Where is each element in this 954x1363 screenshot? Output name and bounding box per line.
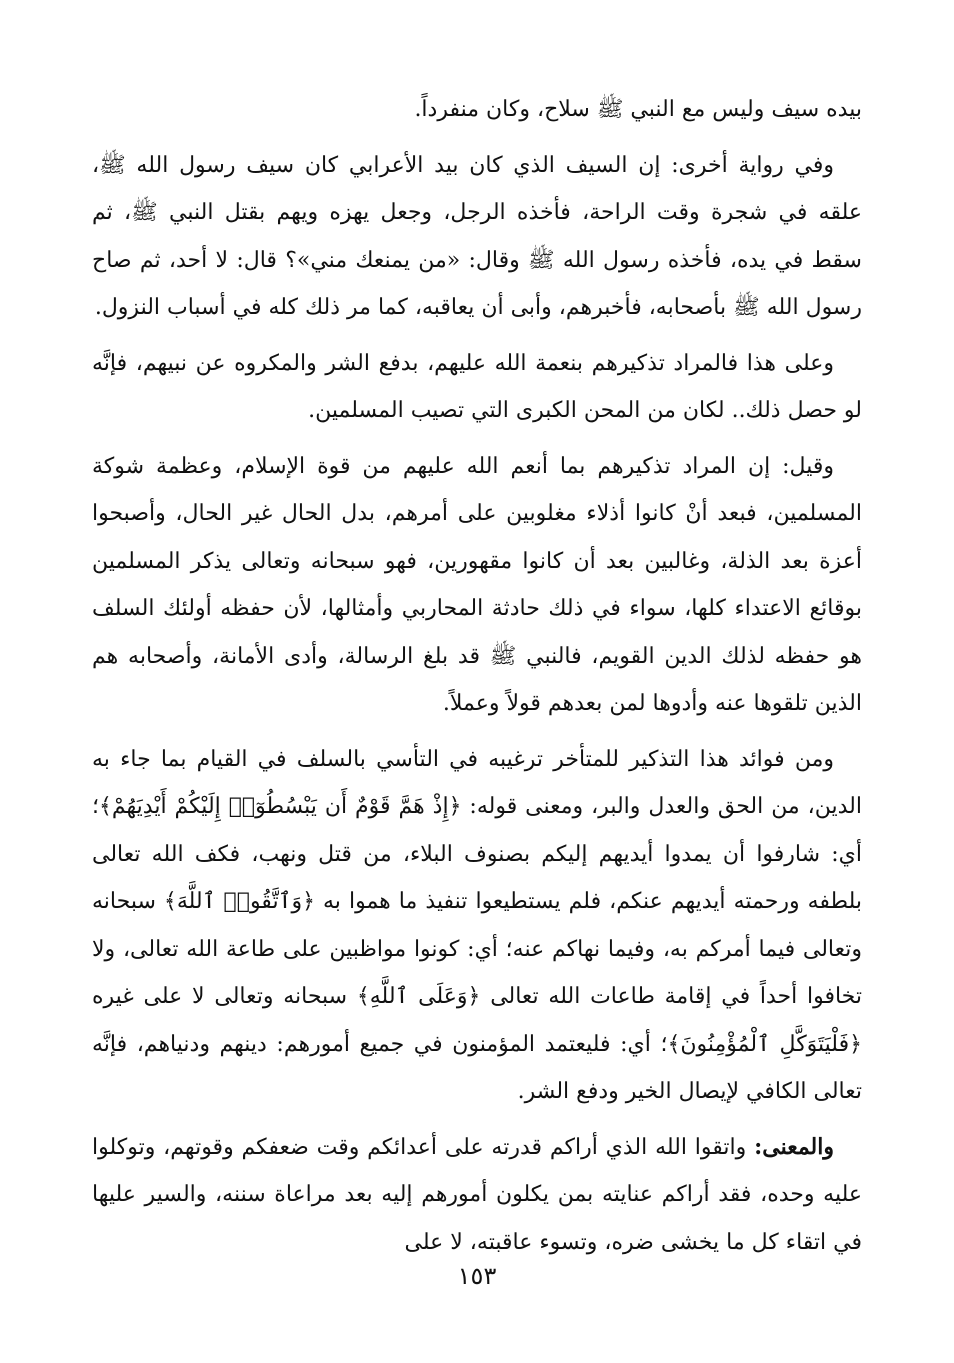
paragraph-text: وفي رواية أخرى: إن السيف الذي كان بيد الأعرابي كان سيف رسول الله ﷺ، علقه في شجرة وقت الراحة، فأخذه الرجل، وجعل يهزه ويهم بقتل النبي ﷺ، ثم سقط في يده، فأخذه رسول الله ﷺ وقال: «من يمنعك مني»؟ قال: لا أحد، ثم صاح رسول الله ﷺ بأصحابه، فأخبرهم، وأبى أن يعاقبه، كما مر ذلك كله في أسباب النزول. xyxy=(92,152,862,320)
paragraph xyxy=(92,1124,862,1267)
paragraph-text: بيده سيف وليس مع النبي ﷺ سلاح، وكان منفرداً. xyxy=(414,97,862,122)
paragraph xyxy=(92,340,862,435)
paragraph-text: وقيل: إن المراد تذكيرهم بما أنعم الله عليهم من قوة الإسلام، وعظمة شوكة المسلمين، فبعد أنْ كانوا أذلاء مغلوبين على أمرهم، بدل الحال غير الحال، وأصبحوا أعزة بعد الذلة، وغالبين بعد أن كانوا مقهورين، فهو سبحانه وتعالى يذكر المسلمين بوقائع الاعتداء كلها، سواء في ذلك حادثة المحاربي وأمثالها، لأن حفظه أولئك السلف هو حفظه لذلك الدين القويم، فالنبي ﷺ قد بلغ الرسالة، وأدى الأمانة، وأصحابه هم الذين تلقوها عنه وأدوها لمن بعدهم قولاً وعملاً. xyxy=(92,453,863,716)
paragraph-text: وعلى هذا فالمراد تذكيرهم بنعمة الله عليهم، بدفع الشر والمكروه عن نبيهم، فإنَّه لو حصل ذلك.. لكان من المحن الكبرى التي تصيب المسلمين. xyxy=(92,350,862,423)
paragraph-text: واتقوا الله الذي أراكم قدرته على أعدائكم وقت ضعفكم وقوتهم، وتوكلوا عليه وحده، فقد أراكم عنايته بمن يكلون أمورهم إليه بعد مراعاة سننه، والسير عليها في اتقاء كل ما يخشى ضره، وتسوء عاقبته، لا على xyxy=(92,1134,862,1255)
paragraph-lead: والمعنى: xyxy=(754,1133,834,1160)
body-text xyxy=(92,86,862,1266)
paragraph xyxy=(92,142,862,332)
paragraph-text: ومن فوائد هذا التذكير للمتأخر ترغيبه في التأسي بالسلف في القيام بما جاء به الدين، من الحق والعدل والبر، ومعنى قوله: ﴿إِذْ هَمَّ قَوْمٌ أَن يَبْسُطُوٓا۟ إِلَيْكُمْ أَيْدِيَهُمْ﴾؛ أي: شارفوا أن يمدوا أيديهم إليكم بصنوف البلاء، من قتل ونهب، فكف الله تعالى بلطفه ورحمته أيديهم عنكم، فلم يستطيعوا تنفيذ ما هموا به ﴿وَٱتَّقُوا۟ ٱللَّهَ﴾ سبحانه وتعالى فيما أمركم به، وفيما نهاكم عنه؛ أي: كونوا مواظبين على طاعة الله تعالى، ولا تخافوا أحداً في إقامة طاعات الله تعالى ﴿وَعَلَى ٱللَّهِ﴾ سبحانه وتعالى لا على غيره ﴿فَلْيَتَوَكَّلِ ٱلْمُؤْمِنُونَ﴾؛ أي: فليعتمد المؤمنون في جميع أمورهم: دينهم ودنياهم، فإنَّه تعالى الكافي لإيصال الخير ودفع الشر. xyxy=(92,746,862,1104)
paragraph xyxy=(92,736,862,1116)
paragraph xyxy=(92,86,862,134)
paragraph xyxy=(92,443,862,728)
page-number: ١٥٣ xyxy=(457,1262,497,1290)
